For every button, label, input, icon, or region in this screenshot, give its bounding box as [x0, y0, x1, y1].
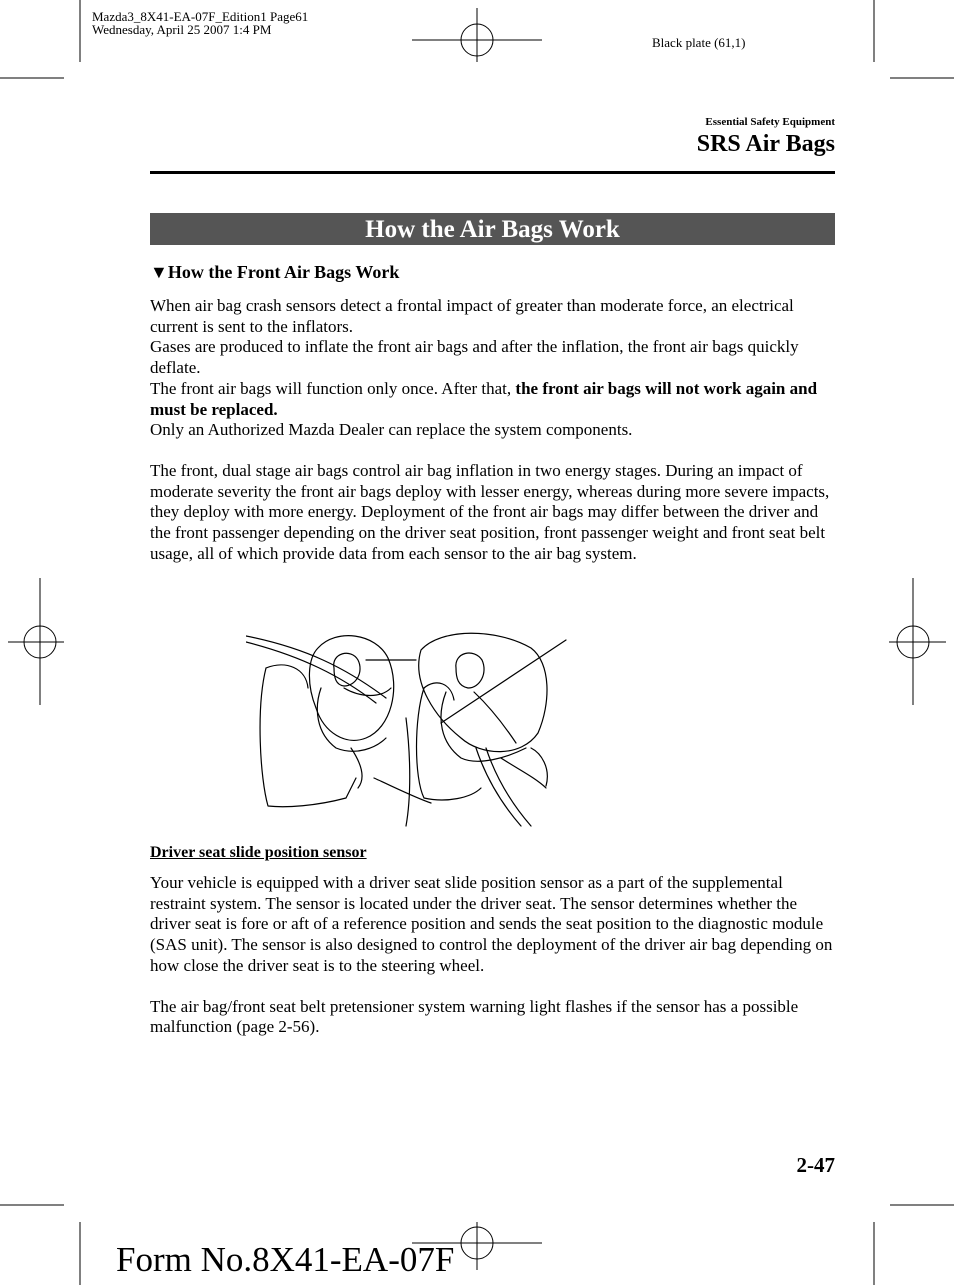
airbag-illustration	[246, 628, 576, 828]
sensor-text	[150, 873, 840, 1038]
sensor-heading: Driver seat slide position sensor	[150, 844, 367, 861]
paragraph: Gases are produced to inflate the front air bags and after the inflation, the front air bags quickly deflate.	[150, 337, 799, 378]
subsection-heading	[150, 262, 399, 283]
paragraph: When air bag crash sensors detect a frontal impact of greater than moderate force, an electrical current is sent to the inflators.	[150, 296, 794, 336]
page-number: 2-47	[796, 1153, 835, 1177]
warning-text: the front air bags will not work again and must be replaced.	[150, 378, 818, 419]
registration-target-left	[8, 578, 64, 705]
registration-target-right	[889, 578, 946, 705]
paragraph	[150, 379, 840, 420]
paragraph: Only an Authorized Mazda Dealer can replace the system components.	[150, 420, 633, 440]
registration-target-top	[412, 8, 542, 62]
section-title: SRS Air Bags	[696, 131, 835, 157]
header-rule	[150, 171, 835, 174]
form-number: Form No.8X41-EA-07F	[116, 1240, 455, 1279]
plate-label: Black plate (61,1)	[652, 35, 746, 50]
print-date-line: Wednesday, April 25 2007 1:4 PM	[92, 22, 272, 37]
front-airbag-text	[150, 296, 840, 564]
subsection-title: How the Front Air Bags Work	[167, 262, 400, 282]
triangle-marker-icon: ▼	[150, 262, 168, 282]
section-category: Essential Safety Equipment	[705, 116, 835, 128]
paragraph: The air bag/front seat belt pretensioner system warning light flashes if the sensor has a possible malfunction (page 2-56).	[150, 996, 799, 1037]
paragraph-text: The front air bags will function only once. After that,	[150, 378, 516, 398]
paragraph: The front, dual stage air bags control air bag inflation in two energy stages. During an impact of moderate severity the front air bags deploy with lesser energy, whereas during more severe impacts, they deploy with more energy. Deployment of the front air bags may differ between the driver and the front passenger depending on the driver seat position, front passenger weight and front seat belt usage, all of which provide data from each sensor to the air bag system.	[150, 460, 830, 563]
chapter-banner: How the Air Bags Work	[150, 213, 835, 245]
print-file-line: Mazda3_8X41-EA-07F_Edition1 Page61	[92, 9, 309, 24]
paragraph: Your vehicle is equipped with a driver seat slide position sensor as a part of the supplemental restraint system. The sensor is located under the driver seat. The sensor determines whether the driver seat is fore or aft of a reference position and sends the seat position to the diagnostic module (SAS unit). The sensor is also designed to control the deployment of the driver air bag depending on how close the driver seat is to the steering wheel.	[150, 873, 833, 975]
